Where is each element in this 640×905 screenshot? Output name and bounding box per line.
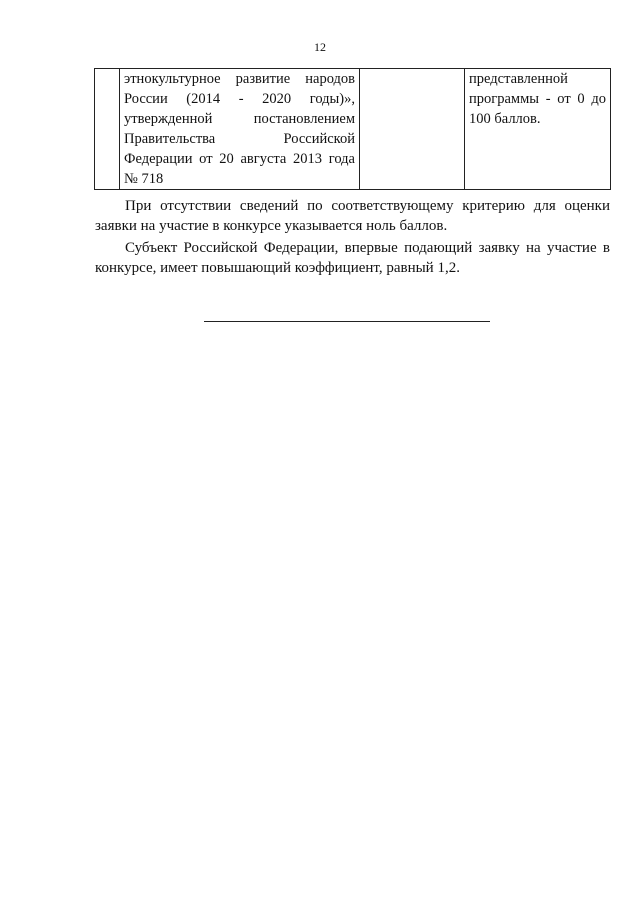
table-cell-index — [95, 69, 120, 190]
end-divider-line — [204, 321, 490, 322]
criteria-table-fragment — [94, 68, 611, 190]
criterion-line: России (2014 - 2020 годы)», — [124, 91, 355, 107]
page-number: 12 — [314, 40, 326, 54]
criterion-line: этнокультурное развитие народов — [124, 71, 355, 87]
table-cell-scoring: представленной программы - от 0 до 100 баллов. — [465, 69, 611, 190]
table-row — [95, 69, 611, 190]
criterion-line: утвержденной постановлением — [124, 111, 355, 127]
paragraph-zero-points: При отсутствии сведений по соответствующему критерию для оценки заявки на участие в конкурсе указывается ноль баллов. — [95, 198, 610, 234]
table-cell-criterion — [120, 69, 360, 190]
table-cell-empty — [360, 69, 465, 190]
paragraph-coefficient: Субъект Российской Федерации, впервые подающий заявку на участие в конкурсе, имеет повышающий коэффициент, равный 1,2. — [95, 240, 610, 276]
criterion-line: № 718 — [124, 171, 164, 187]
criterion-line: Правительства Российской — [124, 131, 355, 147]
criterion-line: Федерации от 20 августа 2013 года — [124, 151, 355, 167]
